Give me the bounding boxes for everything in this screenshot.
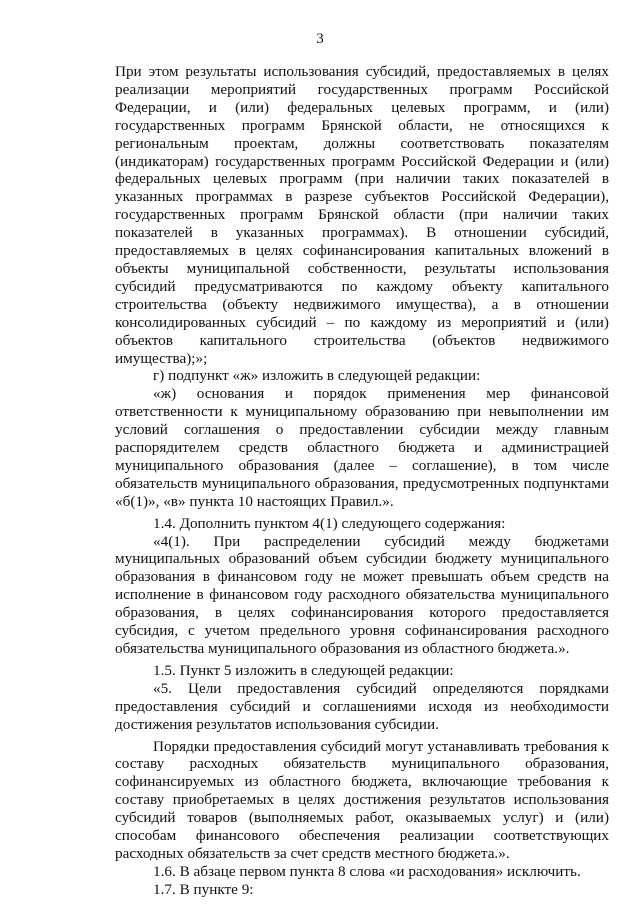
paragraph-point-5: «5. Цели предоставления субсидий определяются порядками предоставления субсидий и соглашениями исходя из необходимости достижения результатов использования субсидии. bbox=[115, 679, 609, 733]
paragraph-results-usage: При этом результаты использования субсидий, предоставляемых в целях реализации мероприятий государственных программ Российской Федерации, и (или) федеральных целевых программ, и (или) государственных программ Брянской области, не относящихся к региональным проектам, должны соответствовать показателям (индикаторам) государственных программ Российской Федерации и (или) федеральных целевых программ (при наличии таких показателей в указанных программах в разрезе субъектов Российской Федерации), государственных программ Брянской области (при наличии таких показателей в указанных программах). В отношении субсидий, предоставляемых в целях софинансирования капитальных вложений в объекты муниципальной собственности, результаты использования субсидий предусматриваются по каждому объекту капитального строительства (объекту недвижимого имущества), а в отношении консолидированных субсидий – по каждому из мероприятий и (или) объектов капитального строительства (объектов недвижимого имущества);»; bbox=[115, 63, 609, 367]
paragraph-subpoint-zh-text: «ж) основания и порядок применения мер финансовой ответственности к муниципальному образованию при невыполнении им условий соглашения о предоставлении субсидии между главным распорядителем средств областного бюджета и администрацией муниципального образования (далее – соглашение), в том числе обязательств муниципального образования, предусмотренных подпунктами «б(1)», «в» пункта 10 настоящих Правил.». bbox=[115, 385, 609, 510]
paragraph-item-1-6: 1.6. В абзаце первом пункта 8 слова «и расходования» исключить. bbox=[153, 862, 581, 880]
paragraph-procedures: Порядки предоставления субсидий могут устанавливать требования к составу расходных обязательств муниципального образования, софинансируемых из областного бюджета, включающие требования к составу приобретаемых в целях достижения результатов использования субсидий товаров (выполняемых работ, оказываемых услуг) и (или) способам финансового обеспечения реализации соответствующих расходных обязательств за счет средств местного бюджета.». bbox=[115, 737, 609, 862]
paragraph-item-1-5: 1.5. Пункт 5 изложить в следующей редакции: bbox=[153, 661, 454, 679]
paragraph-item-1-7: 1.7. В пункте 9: bbox=[153, 880, 254, 898]
document-body bbox=[115, 63, 609, 899]
paragraph-point-4-1: «4(1). При распределении субсидий между бюджетами муниципальных образований объем субсидии бюджету муниципального образования в финансовом году не может превышать объем средств на исполнение в финансовом году расходного обязательства муниципального образования, в целях софинансирования которого предоставляется субсидия, с учетом предельного уровня софинансирования расходного обязательства муниципального образования из областного бюджета.». bbox=[115, 532, 609, 657]
paragraph-item-1-4: 1.4. Дополнить пунктом 4(1) следующего содержания: bbox=[153, 514, 506, 532]
page-number: 3 bbox=[316, 31, 324, 47]
paragraph-subpoint-zh-intro: г) подпункт «ж» изложить в следующей редакции: bbox=[153, 367, 481, 385]
